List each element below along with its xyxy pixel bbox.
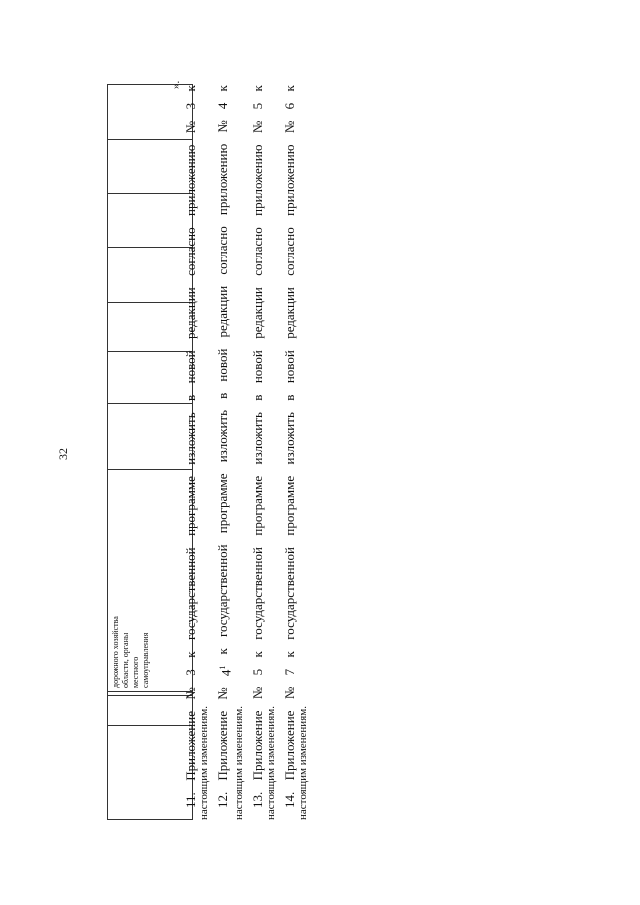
item-first-line: 13. Приложение № 5 к государственной программе изложить в новой редакции согласно приложению № 5 к	[250, 85, 266, 808]
table-cell-empty	[108, 140, 193, 194]
amendment-item-12	[215, 85, 246, 820]
table-cell-empty	[108, 692, 193, 696]
page-number: 32	[56, 448, 70, 460]
table-cell-empty	[108, 696, 193, 726]
table-fragment	[107, 84, 193, 820]
cell-text-line: местного	[131, 656, 140, 688]
item-first-line: 11. Приложение № 3 к государственной программе изложить в новой редакции согласно приложению № 3 к	[183, 85, 198, 808]
superscript-index: 1	[218, 665, 227, 670]
table-cell-empty	[108, 726, 193, 820]
amendment-item-13	[250, 85, 278, 820]
cell-text-line: дорожного хозяйства	[111, 616, 120, 688]
table-cell-empty	[108, 248, 193, 303]
item-first-line: 14. Приложение № 7 к государственной программе изложить в новой редакции согласно приложению № 6 к	[282, 85, 298, 808]
closing-quote: ».	[170, 80, 182, 89]
cell-text-line: области, органы	[121, 632, 130, 688]
cell-text-line: самоуправления	[141, 632, 150, 688]
table-cell-empty	[108, 352, 193, 404]
table-row	[108, 85, 193, 820]
table-cell-empty	[108, 303, 193, 352]
table-cell-executor	[108, 470, 193, 692]
table-cell-empty	[108, 404, 193, 470]
table-cell-empty	[108, 194, 193, 248]
item-continuation: настоящим изменениям.	[233, 706, 246, 820]
item-continuation: настоящим изменениям.	[297, 706, 310, 820]
amendment-item-11	[183, 85, 211, 820]
item-continuation: настоящим изменениям.	[265, 706, 278, 820]
table-cell-empty	[108, 85, 193, 140]
item-continuation: настоящим изменениям.	[198, 706, 210, 820]
amendment-item-14	[282, 85, 310, 820]
amendment-list	[183, 85, 314, 820]
item-first-line: 12. Приложение № $4^1$ к государственной программе изложить в новой редакции согласно приложению № 4 к	[215, 85, 234, 808]
